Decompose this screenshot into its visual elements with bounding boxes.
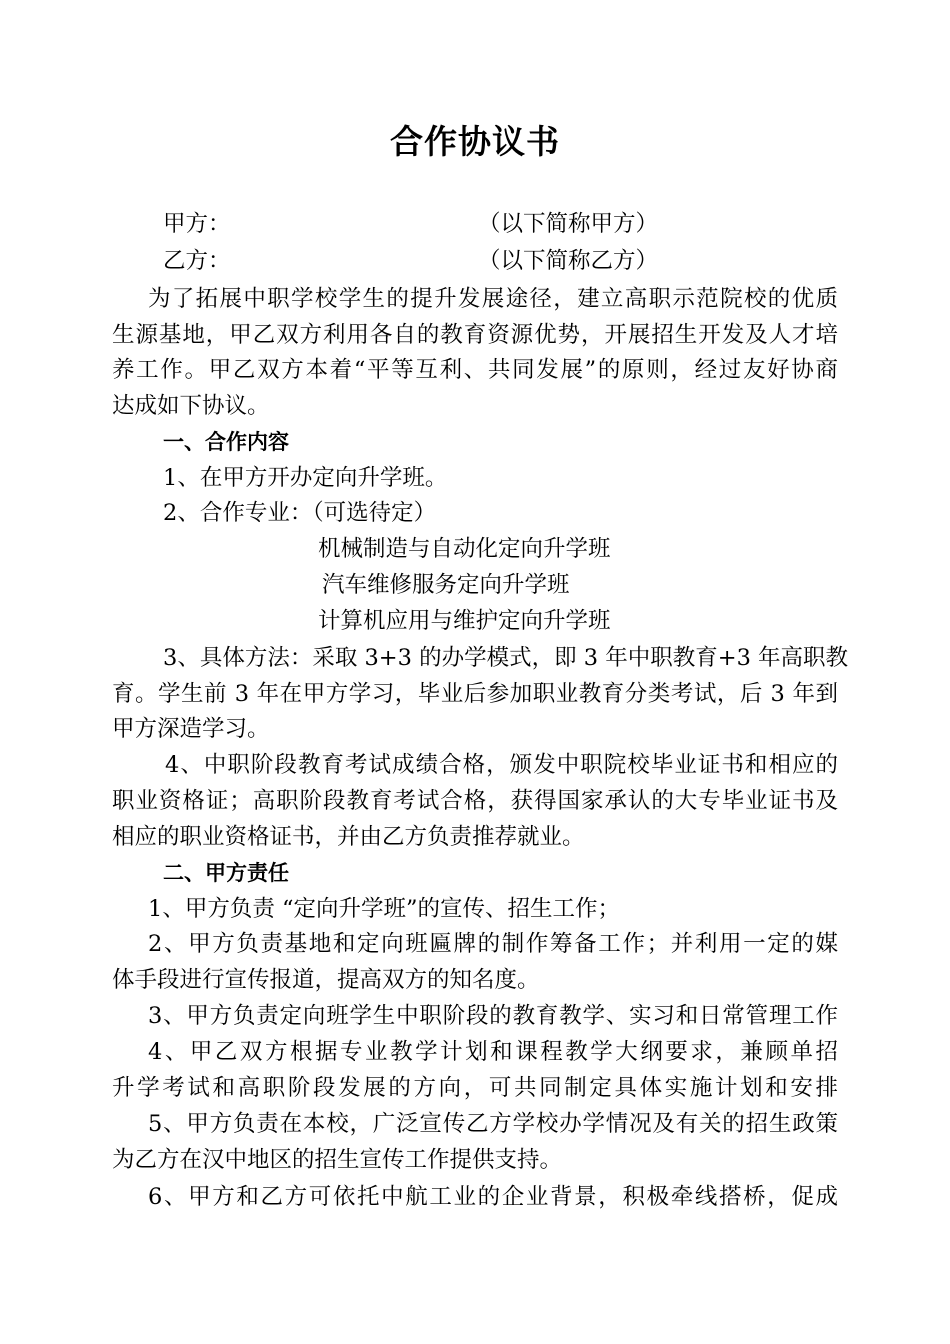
intro-line: 达成如下协议。 (112, 393, 270, 419)
list-item: 甲方深造学习。 (112, 716, 270, 742)
list-item: 2、甲方负责基地和定向班匾牌的制作筹备工作；并利用一定的媒 (148, 931, 838, 957)
section-heading: 二、甲方责任 (163, 861, 289, 885)
major-item: 计算机应用与维护定向升学班 (318, 608, 611, 634)
major-item: 汽车维修服务定向升学班 (322, 572, 570, 598)
list-item: 3、具体方法：采取 3+3 的办学模式，即 3 年中职教育+3 年高职教 (163, 645, 849, 671)
list-item: 4、中职阶段教育考试成绩合格，颁发中职院校毕业证书和相应的 (165, 752, 838, 778)
list-item: 1、甲方负责 “定向升学班”的宣传、招生工作； (148, 896, 620, 922)
page-title: 合作协议书 (390, 122, 560, 161)
party-b-line (112, 244, 838, 278)
list-item: 升学考试和高职阶段发展的方向，可共同制定具体实施计划和安排 (112, 1075, 838, 1101)
party-a-note: （以下简称甲方） (478, 211, 659, 237)
list-item: 3、甲方负责定向班学生中职阶段的教育教学、实习和日常管理工作 (148, 1003, 838, 1029)
list-item: 体手段进行宣传报道，提高双方的知名度。 (112, 967, 540, 993)
list-item: 6、甲方和乙方可依托中航工业的企业背景，积极牵线搭桥，促成 (148, 1184, 838, 1210)
list-item: 4、甲乙双方根据专业教学计划和课程教学大纲要求，兼顾单招 (148, 1039, 838, 1065)
list-item: 1、在甲方开办定向升学班。 (163, 465, 448, 491)
list-item: 育。学生前 3 年在甲方学习，毕业后参加职业教育分类考试，后 3 年到 (112, 681, 838, 707)
list-item: 2、合作专业：（可选待定） (163, 500, 437, 526)
party-a-line (112, 207, 838, 241)
intro-line: 生源基地，甲乙双方利用各自的教育资源优势，开展招生开发及人才培 (112, 322, 838, 348)
intro-line: 为了拓展中职学校学生的提升发展途径，建立高职示范院校的优质 (148, 286, 838, 312)
major-item: 机械制造与自动化定向升学班 (318, 536, 611, 562)
party-b-label: 乙方： (163, 248, 231, 274)
party-a-label: 甲方： (163, 211, 231, 237)
list-item: 职业资格证；高职阶段教育考试合格，获得国家承认的大专毕业证书及 (112, 788, 838, 814)
section-heading: 一、合作内容 (163, 430, 289, 454)
party-b-note: （以下简称乙方） (478, 248, 659, 274)
list-item: 相应的职业资格证书，并由乙方负责推荐就业。 (112, 824, 585, 850)
list-item: 5、甲方负责在本校，广泛宣传乙方学校办学情况及有关的招生政策 (148, 1111, 838, 1137)
list-item: 为乙方在汉中地区的招生宣传工作提供支持。 (112, 1147, 563, 1173)
intro-line: 养工作。甲乙双方本着“平等互利、共同发展”的原则，经过友好协商 (112, 357, 838, 383)
